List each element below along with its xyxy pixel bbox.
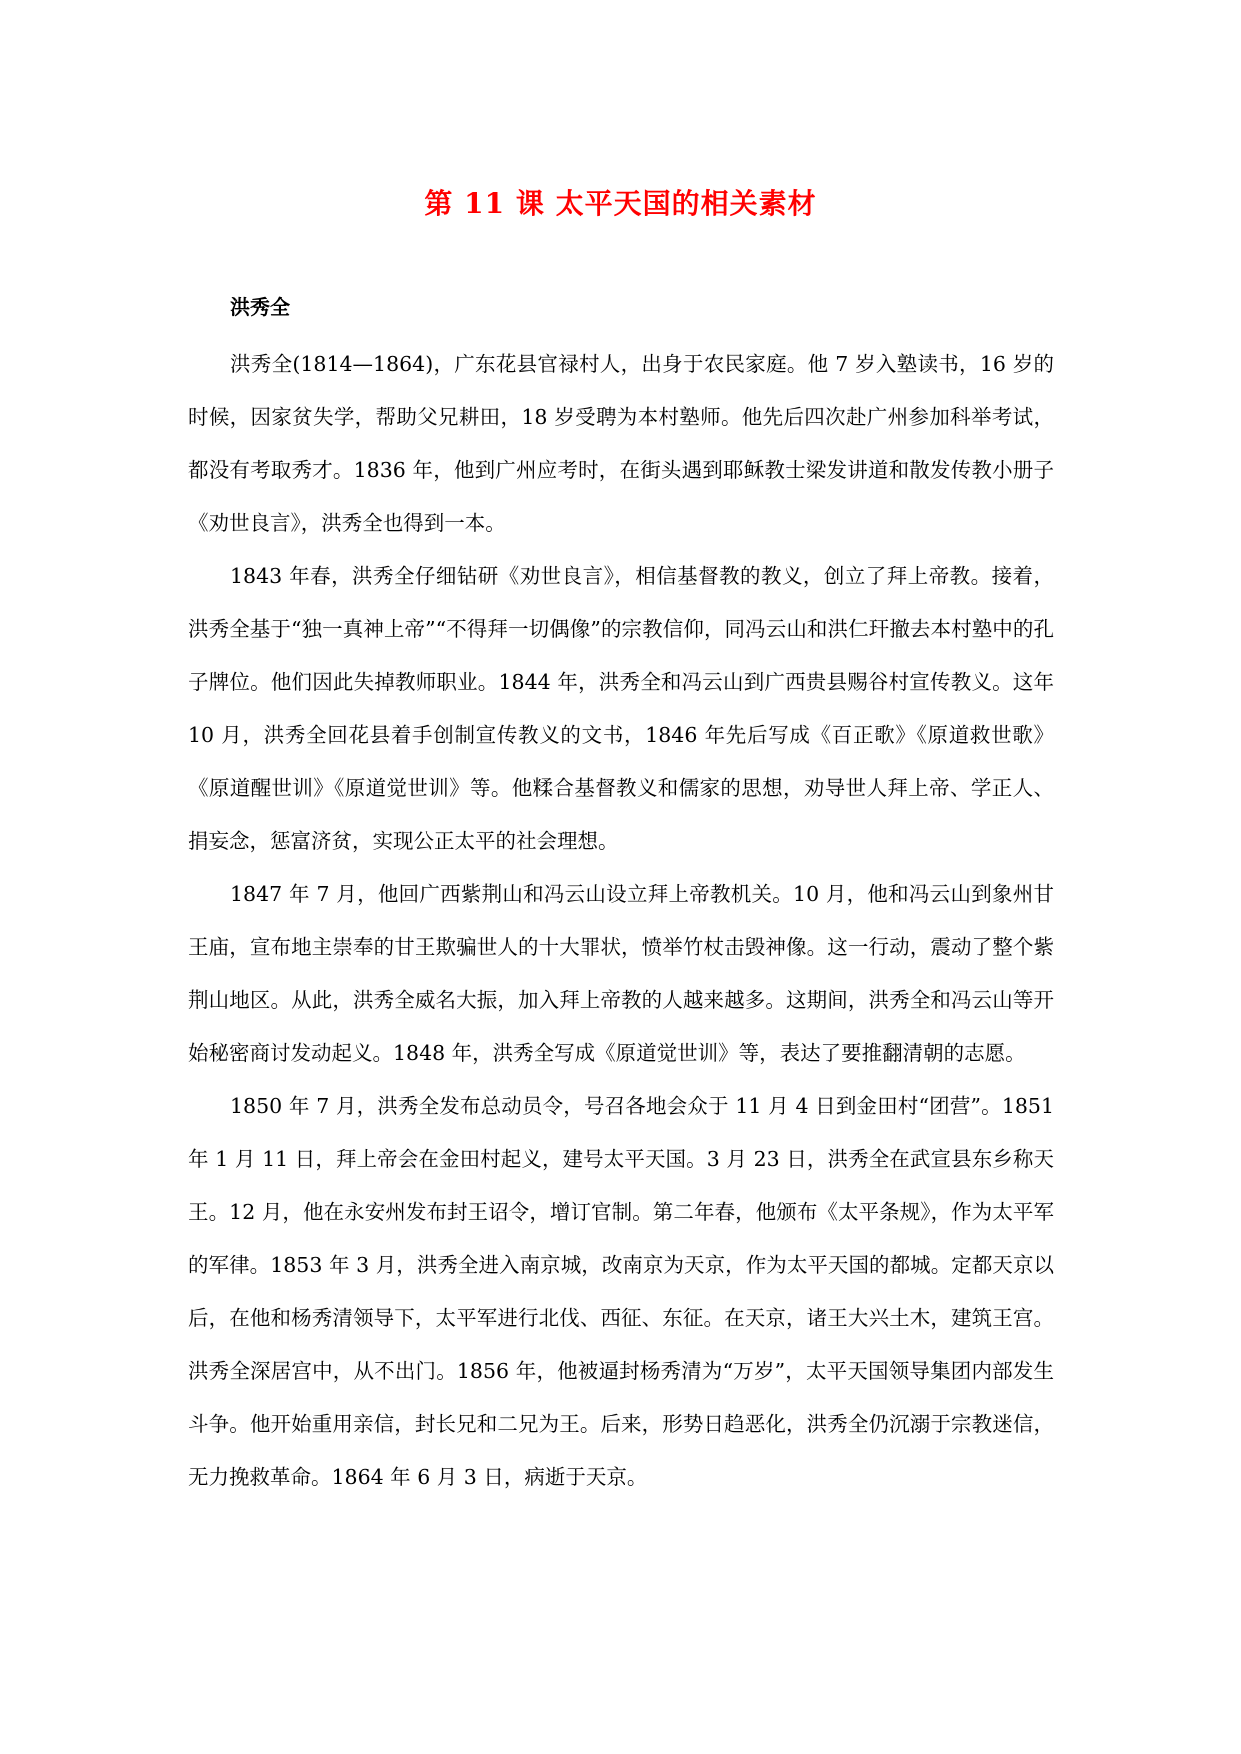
paragraph-4: 1850 年 7 月，洪秀全发布总动员令，号召各地会众于 11 月 4 日到金田村“团营”。1851 年 1 月 11 日，拜上帝会在金田村起义，建号太平天国。3 月 23 日，洪秀全在武宣县东乡称天王。12 月，他在永安州发布封王诏令，增订官制。第二年春，他颁布《太平条规》，作为太平军的军律。1853 年 3 月，洪秀全进入南京城，改南京为天京，作为太平天国的都城。定都天京以后，在他和杨秀清领导下，太平军进行北伐、西征、东征。在天京，诸王大兴土木，建筑王宫。洪秀全深居宫中，从不出门。1856 年，他被逼封杨秀清为“万岁”，太平天国领导集团内部发生斗争。他开始重用亲信，封长兄和二兄为王。后来，形势日趋恶化，洪秀全仍沉溺于宗教迷信，无力挽救革命。1864 年 6 月 3 日，病逝于天京。 [188, 1094, 1054, 1489]
section-heading: 洪秀全 [230, 295, 290, 319]
document-title: 第 11 课 太平天国的相关素材 [424, 186, 817, 220]
paragraph-2: 1843 年春，洪秀全仔细钻研《劝世良言》，相信基督教的教义，创立了拜上帝教。接着，洪秀全基于“独一真神上帝”“不得拜一切偶像”的宗教信仰，同冯云山和洪仁玕撤去本村塾中的孔子牌位。他们因此失掉教师职业。1844 年，洪秀全和冯云山到广西贵县赐谷村宣传教义。这年 10 月，洪秀全回花县着手创制宣传教义的文书，1846 年先后写成《百正歌》《原道救世歌》《原道醒世训》《原道觉世训》等。他糅合基督教义和儒家的思想，劝导世人拜上帝、学正人、捐妄念，惩富济贫，实现公正太平的社会理想。 [188, 564, 1054, 853]
paragraph-1: 洪秀全(1814—1864)，广东花县官禄村人，出身于农民家庭。他 7 岁入塾读书，16 岁的时候，因家贫失学，帮助父兄耕田，18 岁受聘为本村塾师。他先后四次赴广州参加科举考试，都没有考取秀才。1836 年，他到广州应考时，在街头遇到耶稣教士梁发讲道和散发传教小册子《劝世良言》，洪秀全也得到一本。 [188, 352, 1054, 535]
document-body [188, 290, 1054, 1504]
paragraph-3: 1847 年 7 月，他回广西紫荆山和冯云山设立拜上帝教机关。10 月，他和冯云山到象州甘王庙，宣布地主崇奉的甘王欺骗世人的十大罪状，愤举竹杖击毁神像。这一行动，震动了整个紫荆山地区。从此，洪秀全威名大振，加入拜上帝教的人越来越多。这期间，洪秀全和冯云山等开始秘密商讨发动起义。1848 年，洪秀全写成《原道觉世训》等，表达了要推翻清朝的志愿。 [188, 882, 1054, 1065]
